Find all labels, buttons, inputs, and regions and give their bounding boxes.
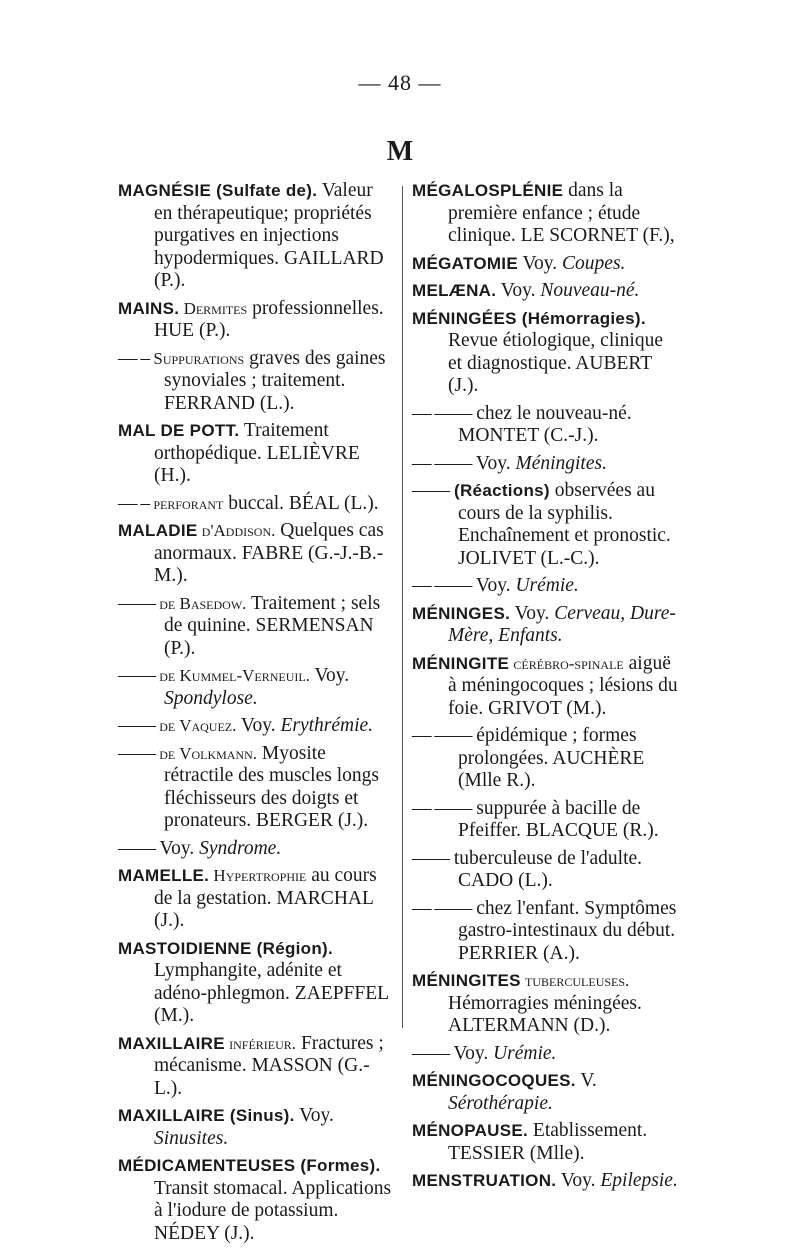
entry-dash: — —— xyxy=(412,402,472,424)
entry-text: Voy. xyxy=(294,1105,334,1126)
index-entry xyxy=(118,420,392,488)
index-entry xyxy=(412,848,680,893)
index-entry xyxy=(118,180,392,293)
entry-text: Transit stomacal. Applications à l'iodure de potassium. NÉDEY (J.). xyxy=(154,1177,392,1244)
index-entry xyxy=(412,180,680,248)
entry-heading: MÉGATOMIE xyxy=(412,253,518,273)
entry-heading: MAINS. xyxy=(118,298,180,318)
entry-text: aiguë à méningocoques ; lésions du foie. GRIVOT (M.). xyxy=(448,652,678,719)
entry-dash: —— xyxy=(118,742,155,764)
entry-dash: — —— xyxy=(412,897,472,919)
entry-subheading: de Volkmann. xyxy=(155,743,258,763)
entry-subheading: Hypertrophie xyxy=(209,866,307,885)
index-entry xyxy=(412,453,680,476)
entry-reference: Cerveau, Dure-Mère, Enfants. xyxy=(448,602,676,646)
entry-heading: MÉGALOSPLÉNIE xyxy=(412,181,564,200)
entry-heading: MÉNINGITES xyxy=(412,971,521,990)
index-entry xyxy=(412,1120,680,1165)
entry-subheading: de Kummel-Verneuil. xyxy=(155,666,310,685)
entry-dash: — —— xyxy=(412,575,472,596)
entry-subheading: d'Addison. xyxy=(197,521,276,540)
entry-reference: Coupes. xyxy=(562,252,626,274)
index-entry xyxy=(118,865,392,933)
entry-text: Lymphangite, adénite et adéno-phlegmon. ZAEPFFEL (M.). xyxy=(154,960,389,1026)
entry-reference: Urémie. xyxy=(515,575,579,596)
entry-heading: MAGNÉSIE (Sulfate de). xyxy=(118,181,318,200)
index-entry xyxy=(412,403,680,448)
entry-text: buccal. BÉAL (L.). xyxy=(223,492,379,514)
index-entry xyxy=(118,715,392,738)
entry-subheading: inférieur. xyxy=(224,1033,297,1053)
entry-text: épidémique ; formes prolongées. AUCHÈRE (Mlle R.). xyxy=(458,725,645,791)
entry-dash: —— xyxy=(412,847,449,869)
section-letter: M xyxy=(386,136,414,167)
entry-text: Voy. xyxy=(517,252,563,274)
entry-subheading: perforant xyxy=(149,493,224,513)
entry-heading: MAXILLAIRE xyxy=(118,1033,225,1053)
entry-text: Fractures ; mécanisme. MASSON (G.-L.). xyxy=(154,1032,384,1099)
index-entry xyxy=(118,493,392,516)
entry-dash: — – xyxy=(118,347,150,369)
entry-subheading: Suppurations xyxy=(149,348,245,368)
entry-heading: MAMELLE. xyxy=(118,866,210,885)
entry-heading: MÉNINGITE xyxy=(412,653,510,673)
index-entry xyxy=(412,603,680,648)
entry-text: Voy. xyxy=(556,1170,601,1191)
page-number: — 48 — xyxy=(358,70,442,95)
index-entry xyxy=(118,1155,392,1245)
index-entry xyxy=(412,480,680,570)
entry-text: Voy. xyxy=(510,602,555,624)
index-entry xyxy=(118,348,392,416)
entry-heading: MELÆNA. xyxy=(412,281,497,300)
index-entry xyxy=(412,1043,680,1066)
entry-text: Traitement orthopédique. LELIÈVRE (H.). xyxy=(154,420,360,486)
entry-subheading: Dermites xyxy=(179,298,248,318)
entry-dash: —— xyxy=(118,715,155,736)
entry-text: observées au cours de la syphilis. Enchaînement et pronostic. JOLIVET (L.-C.). xyxy=(458,480,671,569)
index-entry xyxy=(118,593,392,661)
index-entry xyxy=(412,308,680,398)
entry-text: chez le nouveau-né. MONTET (C.-J.). xyxy=(458,402,632,446)
index-entry xyxy=(412,1170,680,1193)
entry-text: au cours de la gestation. MARCHAL (J.). xyxy=(154,865,377,931)
entry-heading: MÉDICAMENTEUSES (Formes). xyxy=(118,1156,381,1175)
index-entry xyxy=(412,970,680,1038)
entry-dash: —— xyxy=(412,480,449,501)
entry-dash: —— xyxy=(412,1042,449,1064)
index-entry xyxy=(118,1105,392,1150)
index-entry xyxy=(412,653,680,721)
index-entry xyxy=(412,898,680,966)
entry-heading: MÉNOPAUSE. xyxy=(412,1121,529,1140)
index-entry xyxy=(412,280,680,303)
entry-dash: — —— xyxy=(412,725,472,746)
right-column xyxy=(412,180,680,1198)
entry-reference: Syndrome. xyxy=(199,837,282,859)
entry-heading: MAL DE POTT. xyxy=(118,421,240,440)
index-entry xyxy=(118,665,392,710)
index-entry xyxy=(118,520,392,588)
entry-heading: MENSTRUATION. xyxy=(412,1171,557,1190)
entry-text: Voy. xyxy=(471,575,516,596)
entry-text: V. xyxy=(575,1070,597,1091)
entry-text: graves des gaines synoviales ; traitement. FERRAND (L.). xyxy=(164,347,386,414)
index-entry xyxy=(412,725,680,793)
entry-heading: (Réactions) xyxy=(449,481,550,500)
entry-text: tuberculeuse de l'adulte. CADO (L.). xyxy=(449,847,643,891)
entry-heading: MALADIE xyxy=(118,521,198,540)
entry-dash: —— xyxy=(118,837,155,859)
entry-subheading: cérébro-spinale xyxy=(509,653,624,673)
entry-reference: Nouveau-né. xyxy=(540,280,640,301)
entry-text: Hémorragies méningées. ALTERMANN (D.). xyxy=(448,992,642,1036)
entry-reference: Urémie. xyxy=(493,1042,557,1064)
entry-dash: — – xyxy=(118,492,150,514)
entry-subheading: de Vaquez. xyxy=(155,716,237,735)
entry-heading: MASTOIDIENNE (Région). xyxy=(118,938,334,958)
entry-text: Voy. xyxy=(496,280,541,301)
index-entry xyxy=(412,1070,680,1115)
entry-subheading: de Basedow. xyxy=(155,593,247,613)
entry-reference: Sinusites. xyxy=(154,1127,229,1149)
entry-text: chez l'enfant. Symptômes gastro-intestinaux du début. PERRIER (A.). xyxy=(458,897,677,964)
entry-text: Revue étiologique, clinique et diagnostique. AUBERT (J.). xyxy=(448,330,663,396)
entry-text: Voy. xyxy=(236,715,281,736)
entry-reference: Méningites. xyxy=(515,452,607,474)
entry-heading: MAXILLAIRE (Sinus). xyxy=(118,1106,295,1125)
index-entry xyxy=(412,798,680,843)
entry-reference: Epilepsie. xyxy=(600,1170,678,1191)
entry-text: Valeur en thérapeutique; propriétés purgatives en injections hypodermiques. GAILLARD (P.). xyxy=(154,180,384,291)
entry-dash: — —— xyxy=(412,452,472,474)
entry-text: professionnelles. HUE (P.). xyxy=(154,297,384,341)
entry-subheading: tuberculeuses. xyxy=(520,971,630,990)
entry-text: Quelques cas anormaux. FABRE (G.-J.-B.-M.). xyxy=(154,520,384,586)
entry-dash: — —— xyxy=(412,797,472,819)
entry-text: Voy. xyxy=(309,665,350,686)
entry-text: Myosite rétractile des muscles longs fléchisseurs des doigts et pronateurs. BERGER (J.). xyxy=(164,742,379,831)
index-entry xyxy=(118,743,392,833)
entry-reference: Spondylose. xyxy=(164,687,258,709)
index-entry xyxy=(118,298,392,343)
entry-text: suppurée à bacille de Pfeiffer. BLACQUE (R.). xyxy=(458,797,659,841)
entry-heading: MÉNINGOCOQUES. xyxy=(412,1071,576,1090)
index-entry xyxy=(118,1033,392,1101)
entry-dash: —— xyxy=(118,592,155,614)
entry-reference: Erythrémie. xyxy=(280,715,374,736)
entry-text: Voy. xyxy=(471,452,516,474)
left-column xyxy=(118,180,392,1250)
index-entry xyxy=(412,575,680,598)
index-entry xyxy=(412,253,680,276)
column-divider xyxy=(402,186,403,1028)
entry-text: dans la première enfance ; étude clinique. LE SCORNET (F.), xyxy=(448,180,675,246)
entry-text: Etablissement. TESSIER (Mlle). xyxy=(448,1120,648,1164)
entry-heading: MÉNINGÉES (Hémorragies). xyxy=(412,308,646,328)
entry-text: Voy. xyxy=(449,1042,494,1064)
entry-dash: —— xyxy=(118,665,155,686)
entry-text: Traitement ; sels de quinine. SERMENSAN (P.). xyxy=(164,592,381,659)
entry-heading: MÉNINGES. xyxy=(412,603,511,623)
index-entry xyxy=(118,938,392,1028)
entry-text: Voy. xyxy=(155,837,200,859)
index-entry xyxy=(118,838,392,861)
entry-reference: Sérothérapie. xyxy=(448,1092,553,1114)
